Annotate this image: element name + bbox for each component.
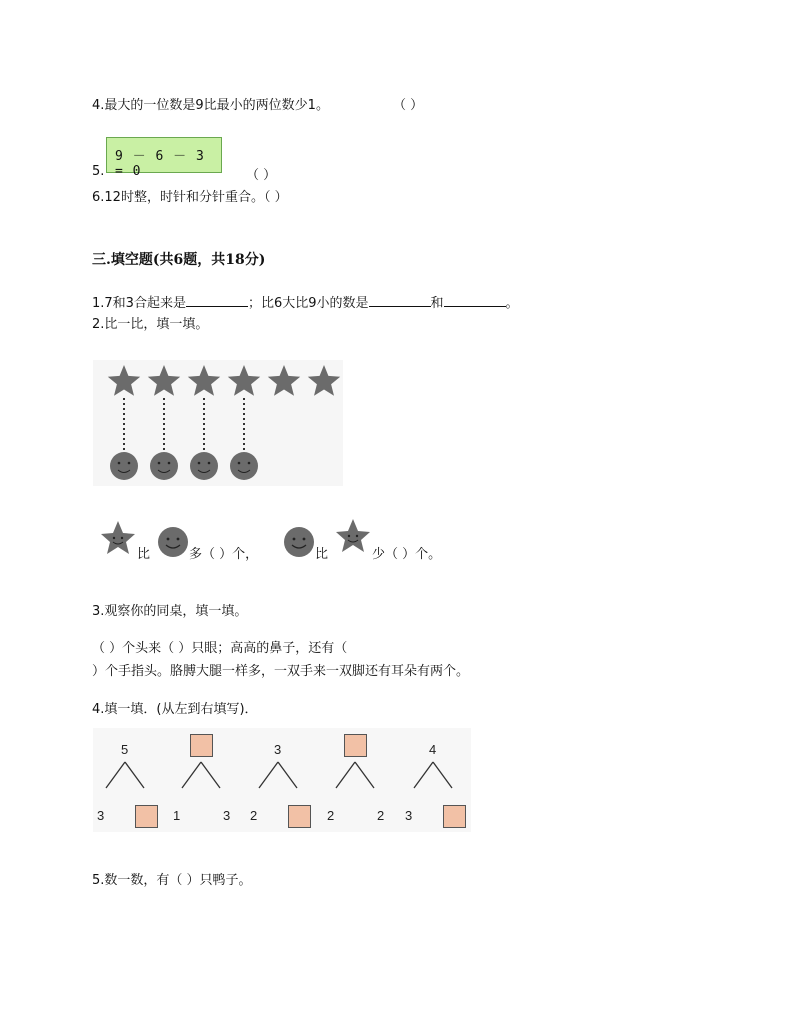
bond-branches [410,760,456,792]
fill-q1-part-c: 和 [430,296,444,311]
judge-q5-number: 5. [92,164,105,179]
bond-left-number: 3 [405,808,413,823]
bond-left-number: 3 [97,808,105,823]
equation-text: 9 － 6 － 3 = 0 [115,149,205,179]
smiley-face-icon-2 [282,525,316,559]
fill-q4-text: 4.填一填．(从左到右填写)． [92,702,258,717]
star-icon-2 [335,518,371,554]
bond-branches [332,760,378,792]
fill-q5-text: 5.数一数，有（ ）只鸭子。 [92,873,252,888]
bond-right-number: 2 [377,808,385,823]
fill-q1-blank-2[interactable] [369,294,431,307]
fill-q1-blank-1[interactable] [186,294,248,307]
star-icon [100,520,136,556]
judge-q6-text: 6.12时整，时针和分针重合。（ ） [92,190,288,205]
fill-q1-part-b: ；比6大比9小的数是 [247,296,369,311]
bond-left-number: 2 [250,808,258,823]
fill-q3-text: 3.观察你的同桌，填一填。 [92,604,248,619]
bond-right-box[interactable] [288,805,311,828]
judge-q5-paren[interactable]: （ ） [246,168,277,183]
bond-right-box[interactable] [135,805,158,828]
fill-q1-part-d: 。 [505,296,519,311]
judge-q4-paren[interactable]: （ ） [393,98,424,113]
number-bond-figure [93,728,471,832]
compare-duo-text: 多（ ）个， [189,547,259,562]
bond-top-box[interactable] [190,734,213,757]
bond-branches [255,760,301,792]
bond-left-number: 1 [173,808,181,823]
face-2 [150,452,178,480]
fill-q1-part-a: 1.7和3合起来是 [92,296,186,311]
fill-q3-line-2: ）个手指头。胳膊大腿一样多，一双手来一双脚还有耳朵有两个。 [92,664,470,679]
face-1 [110,452,138,480]
bond-top-number: 5 [121,742,129,757]
bond-top-box[interactable] [344,734,367,757]
bond-right-box[interactable] [443,805,466,828]
bond-branches [178,760,224,792]
bond-top-number: 3 [274,742,282,757]
bond-right-number: 3 [223,808,231,823]
equation-banner [106,137,222,179]
fill-q2-text: 2.比一比，填一填。 [92,317,209,332]
face-4 [230,452,258,480]
fill-q1-blank-3[interactable] [444,294,506,307]
bond-top-number: 4 [429,742,437,757]
bond-branches [102,760,148,792]
stars-faces-figure [93,360,343,486]
judge-q4-text: 4.最大的一位数是9比最小的两位数少1。 [92,98,329,113]
smiley-face-icon [156,525,190,559]
face-3 [190,452,218,480]
bond-left-number: 2 [327,808,335,823]
compare-shao-text: 少（ ）个。 [372,547,442,562]
section-title: 三.填空题(共6题，共18分) [92,252,266,268]
fill-q3-line-1: （ ）个头来（ ）只眼；高高的鼻子，还有（ [92,641,348,656]
fill-q1 [92,292,519,311]
compare-bi-1: 比 [137,547,151,562]
compare-bi-2: 比 [315,547,329,562]
